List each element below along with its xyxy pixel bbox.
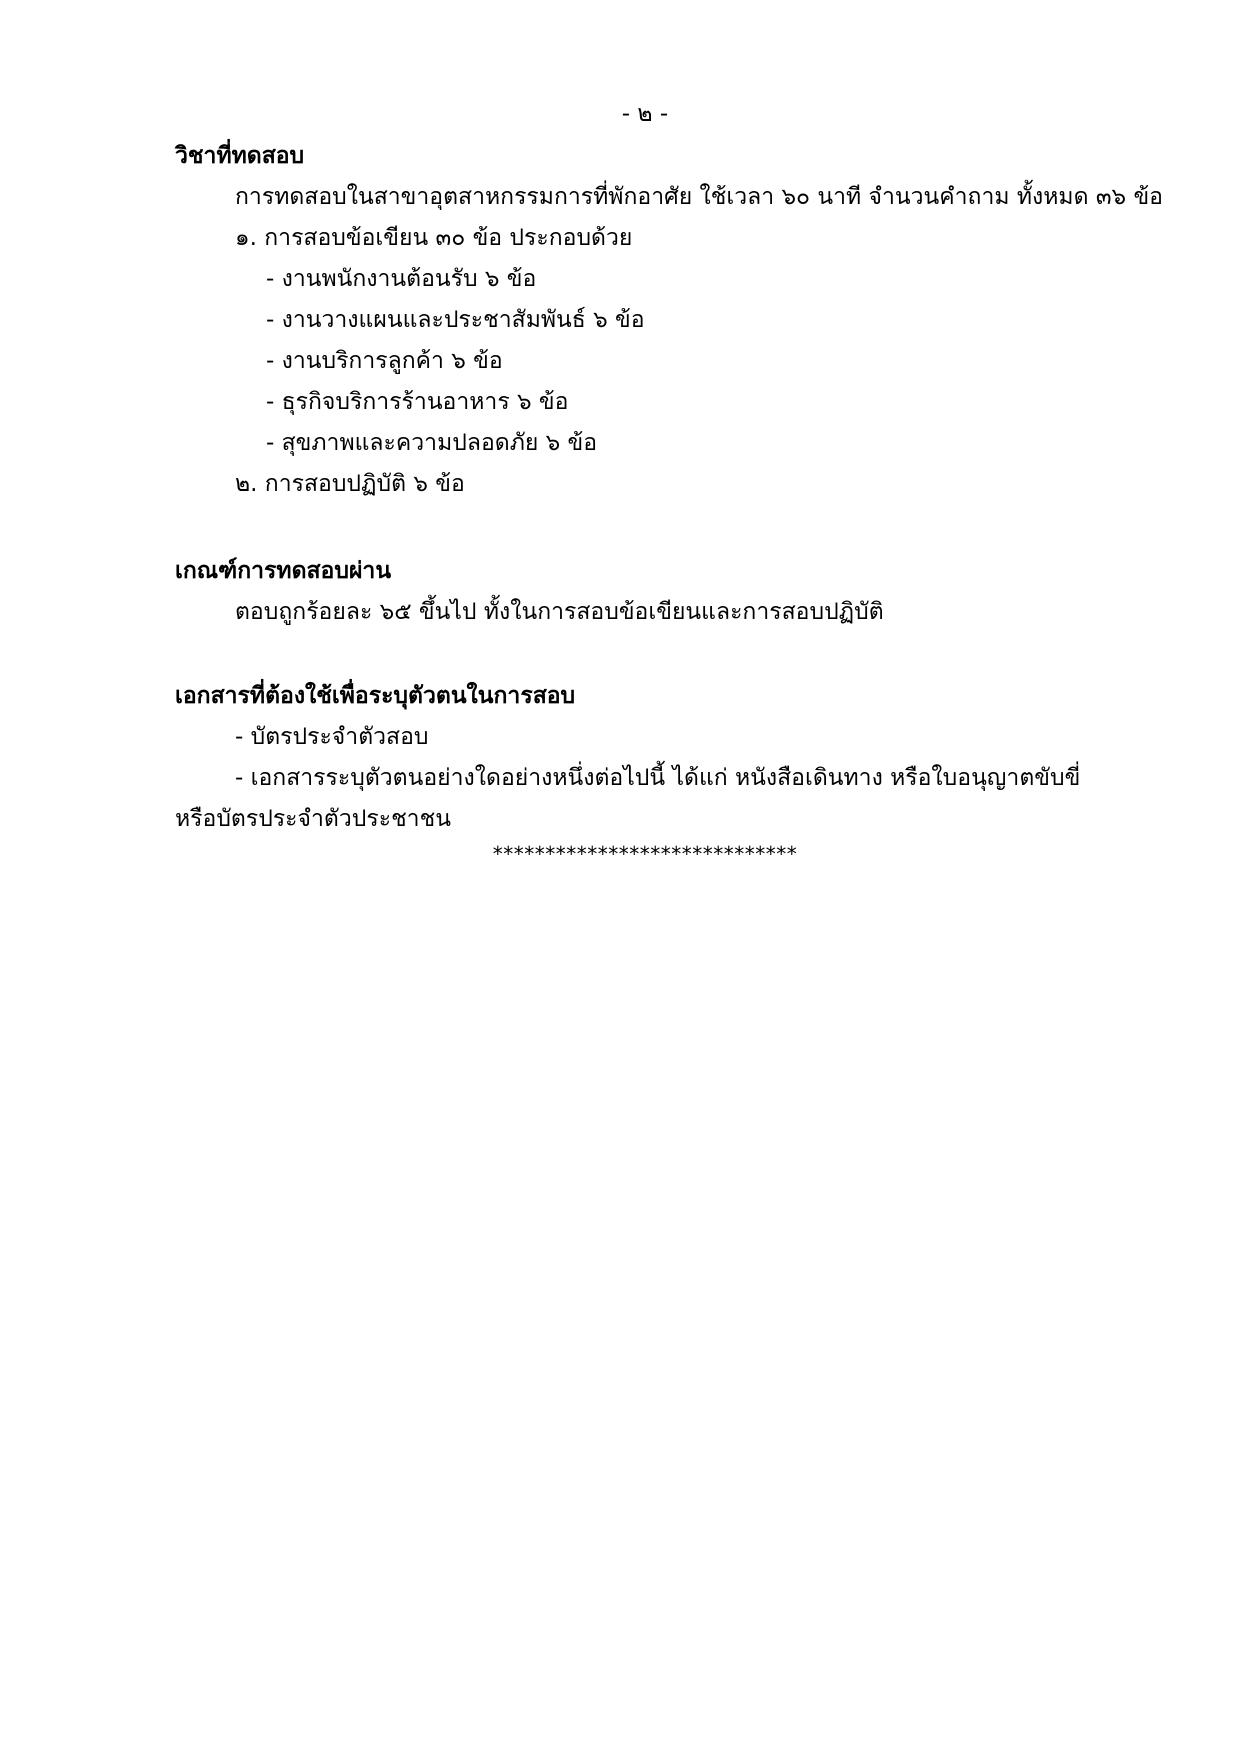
written-item-planning: - งานวางแผนและประชาสัมพันธ์ ๖ ข้อ	[266, 307, 645, 333]
documents-heading: เอกสารที่ต้องใช้เพื่อระบุตัวตนในการสอบ	[175, 683, 576, 709]
written-item-health-safety: - สุขภาพและความปลอดภัย ๖ ข้อ	[266, 430, 598, 456]
written-item-customer-service: - งานบริการลูกค้า ๖ ข้อ	[266, 348, 503, 374]
practical-test-line: ๒. การสอบปฏิบัติ ๖ ข้อ	[235, 471, 465, 497]
documents-item-exam-card: - บัตรประจำตัวสอบ	[235, 724, 429, 750]
written-item-restaurant: - ธุรกิจบริการร้านอาหาร ๖ ข้อ	[266, 389, 569, 415]
criteria-heading: เกณฑ์การทดสอบผ่าน	[175, 558, 392, 584]
end-separator: *****************************	[492, 842, 798, 866]
criteria-text: ตอบถูกร้อยละ ๖๕ ขึ้นไป ทั้งในการสอบข้อเขียนและการสอบปฏิบัติ	[235, 599, 884, 625]
written-test-line: ๑. การสอบข้อเขียน ๓๐ ข้อ ประกอบด้วย	[235, 225, 633, 251]
written-item-reception: - งานพนักงานต้อนรับ ๖ ข้อ	[266, 266, 537, 292]
documents-item-identity-line-1: - เอกสารระบุตัวตนอย่างใดอย่างหนึ่งต่อไปนี้ ได้แก่ หนังสือเดินทาง หรือใบอนุญาตขับขี่	[235, 765, 1081, 791]
subjects-heading: วิชาที่ทดสอบ	[175, 143, 305, 169]
documents-item-identity-line-2: หรือบัตรประจำตัวประชาชน	[175, 806, 451, 832]
subjects-intro: การทดสอบในสาขาอุตสาหกรรมการที่พักอาศัย ใช้เวลา ๖๐ นาที จำนวนคำถาม ทั้งหมด ๓๖ ข้อ	[235, 184, 1163, 210]
page-number: - ๒ -	[621, 101, 669, 127]
